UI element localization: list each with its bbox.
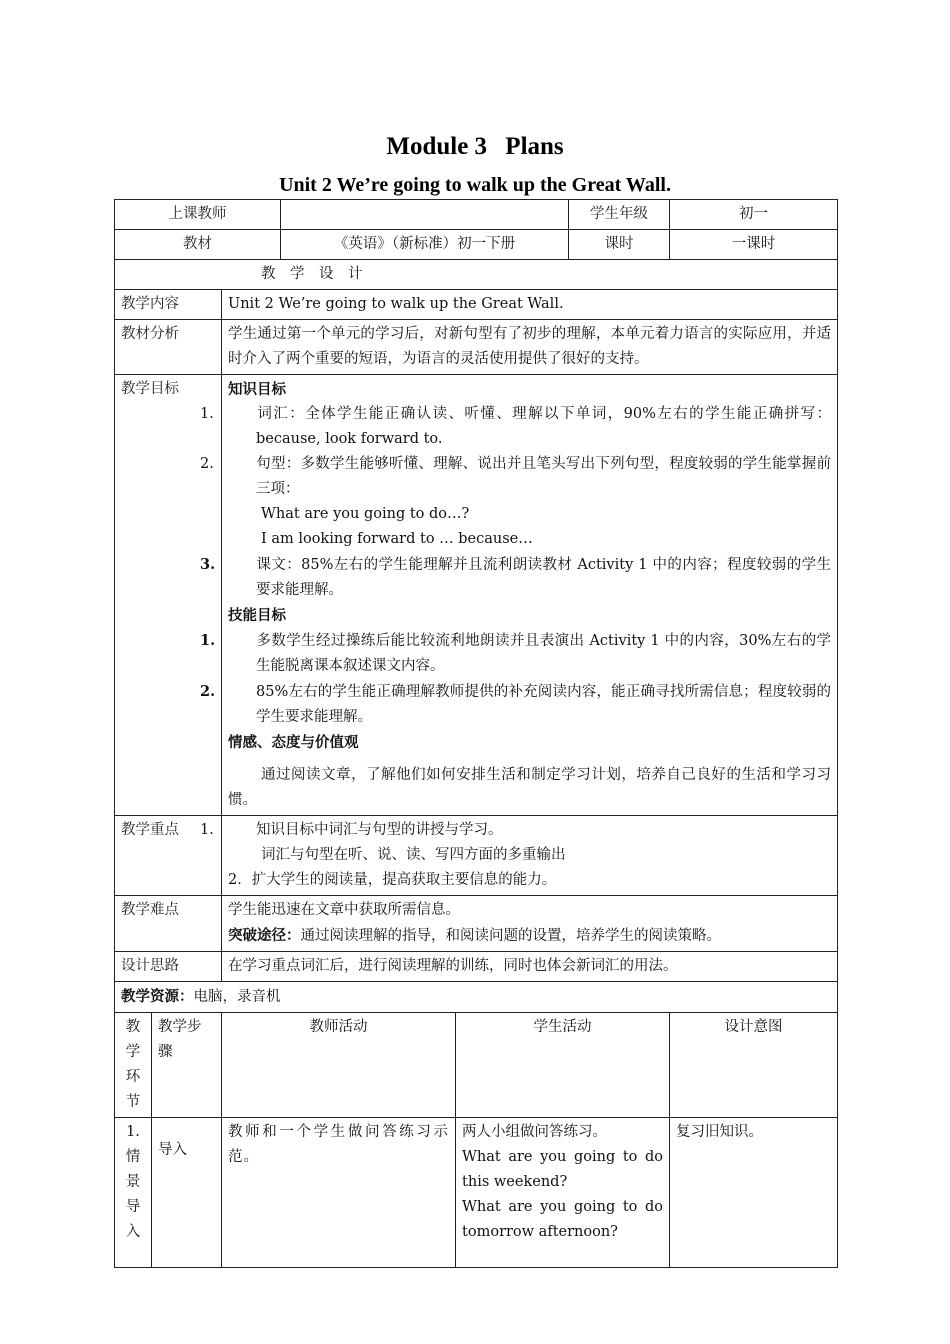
- teacher-label: 上课教师: [115, 200, 281, 230]
- process-header-row: [115, 1013, 838, 1118]
- objectives-row: [115, 375, 838, 816]
- material-row: [115, 230, 838, 260]
- student-activity-line-1: 两人小组做问答练习。: [462, 1124, 608, 1140]
- student-activity-line-3: What are you going to do tomorrow afternoon?: [462, 1199, 664, 1240]
- design-header-row: [115, 260, 838, 290]
- grade-label: 学生年级: [569, 200, 670, 230]
- emotion-text: 通过阅读文章，了解他们如何安排生活和制定学习计划，培养自己良好的生活和学习习惯。: [228, 767, 832, 808]
- student-activity-cell: [456, 1118, 670, 1268]
- design-header: 教 学 设 计: [115, 260, 838, 290]
- skill-item-2: 2. 85%左右的学生能正确理解教师提供的补充阅读内容，能正确寻找所需信息；程度较弱的学生要求能理解。: [200, 683, 832, 725]
- difficult-line-2: 突破途径：通过阅读理解的指导，和阅读问题的设置，培养学生的阅读策略。: [228, 927, 721, 944]
- sentence-pattern-1: What are you going to do…?: [261, 506, 470, 522]
- emotion-title: 情感、态度与价值观: [228, 734, 359, 751]
- knowledge-item-2: 2. 句型：多数学生能够听懂、理解、说出并且笔头写出下列句型，程度较弱的学生能掌握前三项：: [200, 456, 832, 497]
- design-idea-label: 设计思路: [115, 952, 222, 982]
- design-idea-row: [115, 952, 838, 982]
- teacher-activity-cell: 教师和一个学生做问答练习示范。: [222, 1118, 456, 1268]
- resources-row: [115, 982, 838, 1013]
- lesson-plan-table: [114, 199, 838, 1268]
- teacher-activity-header: 教师活动: [222, 1013, 456, 1118]
- content-value: Unit 2 We’re going to walk up the Great Wall.: [222, 290, 838, 320]
- step-cell: 导入: [152, 1118, 222, 1268]
- key-point-2: 2．扩大学生的阅读量，提高获取主要信息的能力。: [228, 872, 557, 888]
- knowledge-title: 知识目标: [228, 381, 286, 398]
- sentence-pattern-2: I am looking forward to … because…: [261, 531, 533, 547]
- knowledge-item-1: 1. 词汇：全体学生能正确认读、听懂、理解以下单词，90%左右的学生能正确拼写：because, look forward to.: [200, 406, 832, 447]
- period-value: 一课时: [670, 230, 838, 260]
- teacher-value: [281, 200, 569, 230]
- difficult-label: 教学难点: [115, 896, 222, 952]
- module-title: Module 3 Plans: [386, 133, 564, 160]
- resources-cell: 教学资源：电脑，录音机: [115, 982, 838, 1013]
- analysis-label: 教材分析: [115, 320, 222, 375]
- key-point-1b: 词汇与句型在听、说、读、写四方面的多重输出: [261, 847, 566, 863]
- grade-value: 初一: [670, 200, 838, 230]
- key-points-label: 教学重点: [115, 816, 222, 896]
- intent-header: 设计意图: [670, 1013, 838, 1118]
- design-idea-value: 在学习重点词汇后，进行阅读理解的训练，同时也体会新词汇的用法。: [222, 952, 838, 982]
- teacher-row: [115, 200, 838, 230]
- key-points-content: [200, 816, 838, 896]
- intent-cell: 复习旧知识。: [670, 1118, 838, 1268]
- analysis-value: 学生通过第一个单元的学习后，对新句型有了初步的理解，本单元着力语言的实际应用，并适时介入了两个重要的短语，为语言的灵活使用提供了很好的支持。: [222, 320, 838, 375]
- key-point-1: 1. 知识目标中词汇与句型的讲授与学习。: [200, 822, 503, 838]
- key-points-row: [115, 816, 838, 896]
- material-label: 教材: [115, 230, 281, 260]
- objectives-label: 教学目标: [115, 375, 222, 816]
- knowledge-item-3: 3. 课文：85%左右的学生能理解并且流利朗读教材 Activity 1 中的内容；程度较弱的学生要求能理解。: [200, 556, 832, 598]
- objectives-content: [200, 375, 838, 816]
- process-row: [115, 1118, 838, 1268]
- skill-item-1: 1. 多数学生经过操练后能比较流利地朗读并且表演出 Activity 1 中的内容，30%左右的学生能脱离课本叙述课文内容。: [200, 632, 832, 674]
- student-activity-header: 学生活动: [456, 1013, 670, 1118]
- skill-title: 技能目标: [228, 607, 286, 624]
- period-label: 课时: [569, 230, 670, 260]
- content-row: [115, 290, 838, 320]
- student-activity-line-2: What are you going to do this weekend?: [462, 1149, 664, 1190]
- difficult-row: [115, 896, 838, 952]
- material-value: 《英语》（新标准）初一下册: [281, 230, 569, 260]
- unit-title: Unit 2 We’re going to walk up the Great Wall.: [279, 174, 671, 196]
- stage-header: 教学环节: [115, 1013, 152, 1118]
- difficult-content: [222, 896, 838, 952]
- content-label: 教学内容: [115, 290, 222, 320]
- step-header: 教学步骤: [152, 1013, 222, 1118]
- stage-cell: 1.情景导入: [115, 1118, 152, 1268]
- analysis-row: [115, 320, 838, 375]
- difficult-line-1: 学生能迅速在文章中获取所需信息。: [228, 902, 460, 918]
